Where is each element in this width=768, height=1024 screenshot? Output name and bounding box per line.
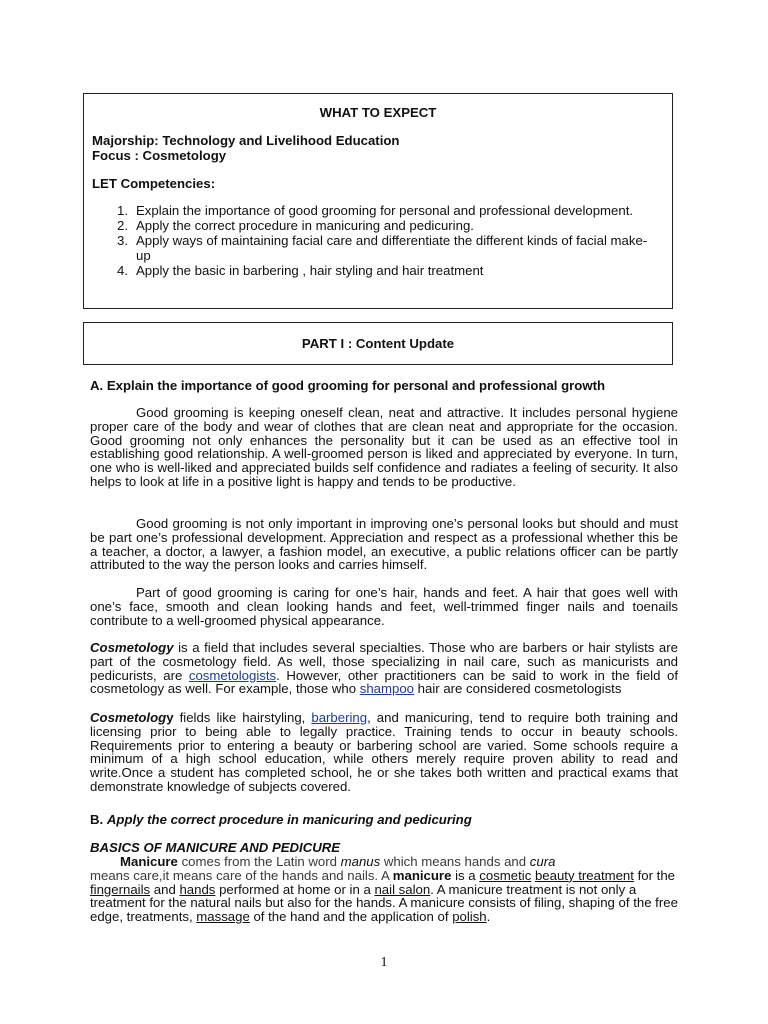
paragraph-manicure (90, 855, 678, 924)
basics-manicure-pedicure-heading: BASICS OF MANICURE AND PEDICURE (90, 840, 341, 855)
term-cosmetology: Cosmetology (90, 640, 174, 655)
term-cosmetology-tail: y (166, 710, 174, 725)
paragraph-text: is a (451, 867, 480, 883)
link-barbering[interactable]: barbering (311, 710, 368, 725)
competency-text: Apply ways of maintaining facial care and differentiate the different kinds of facial make-up (136, 233, 648, 263)
part-one-box (83, 322, 673, 365)
page-number: 1 (380, 955, 388, 970)
paragraph-text: performed at home or in a (215, 881, 375, 897)
competency-text: Apply the correct procedure in manicuring and pedicuring. (136, 218, 474, 233)
link-massage[interactable]: massage (196, 909, 250, 925)
link-fingernails[interactable]: fingernails (90, 881, 151, 897)
majorship-line: Majorship: Technology and Livelihood Education (92, 133, 400, 148)
link-cosmetologists[interactable]: cosmetologists (188, 667, 277, 683)
paragraph-text: . A manicure treatment is not only a treatment for the natural nails but also for the hands. A manicure consists of filing, shaping of the free edge, treatments, (90, 881, 678, 925)
competency-text: Apply the basic in barbering , hair styling and hair treatment (136, 263, 484, 278)
link-shampoo[interactable]: shampoo (359, 681, 414, 697)
link-cosmetic[interactable]: cosmetic (479, 867, 532, 883)
paragraph-professional-development: Good grooming is not only important in improving one’s personal looks but should and must be part one’s professional development. Appreciation and respect as a professional whether this be a teacher, a doctor, a lawyer, a fashion model, an executive, a public relations officer can be partly attributed to the way the person looks and carries himself. (90, 516, 678, 573)
competency-item (92, 218, 652, 233)
section-a-heading: A. Explain the importance of good grooming for personal and professional growth (90, 378, 606, 393)
paragraph-text: for the (633, 867, 675, 883)
competencies-list (92, 203, 652, 278)
section-b-prefix: B. (90, 812, 107, 827)
link-hands[interactable]: hands (179, 881, 216, 897)
competency-number: 3. (117, 233, 128, 248)
paragraph-text: of the hand and the application of (249, 909, 453, 925)
competencies-label: LET Competencies: (92, 176, 216, 191)
paragraph-text: and (150, 881, 180, 897)
competency-item (92, 203, 652, 218)
competency-item (92, 263, 652, 278)
competency-text: Explain the importance of good grooming for personal and professional development. (136, 203, 634, 218)
paragraph-text: means care,it means care of the hands and nails. A (90, 867, 393, 883)
term-cosmetology: Cosmetolog (90, 710, 167, 725)
paragraph-good-grooming: Good grooming is keeping oneself clean, neat and attractive. It includes personal hygiene proper care of the body and wear of clothes that are clean neat and appropriate for the occasion. Good grooming not only enhances the personality but it can be used as an effective tool in establishing good relationship. A well-groomed person is liked and appreciated by everyone. In turn, one who is well-liked and appreciated builds self confidence and radiates a feeling of security. It also helps to look at life in a positive light is happy and tends to be productive. (90, 405, 678, 489)
term-cura: cura (529, 854, 556, 869)
paragraph-hair-hands-feet: Part of good grooming is caring for one’s hair, hands and feet. A hair that goes well with one’s face, smooth and clean looking hands and feet, well-trimmed finger nails and toenails contribute to a well-groomed physical appearance. (90, 585, 678, 628)
competency-number: 4. (117, 263, 128, 278)
paragraph-cosmetology-field (90, 641, 678, 696)
term-manicure-bold: manicure (392, 867, 452, 883)
link-nail-salon[interactable]: nail salon (374, 881, 431, 897)
focus-line: Focus : Cosmetology (92, 148, 227, 163)
paragraph-cosmetology-training (90, 711, 678, 794)
competency-number: 1. (117, 203, 128, 218)
term-manicure: Manicure (120, 854, 178, 869)
competency-item (92, 233, 652, 263)
term-manus: manus (340, 854, 381, 869)
what-to-expect-box (83, 93, 673, 309)
paragraph-text: . However, other practitioners can be said to work in the field of cosmetology as well. For example, those who (90, 667, 678, 697)
paragraph-text: , and manicuring, tend to require both training and licensing prior to being able to legally practice. Training tends to occur in beauty schools. Requirements prior to entering a beauty or barbering school are varied. Some schools require a minimum of a high school education, while others merely require proven ability to read and write.Once a student has completed school, he or she takes both written and practical exams that demonstrate knowledge of subjects covered. (90, 710, 678, 794)
paragraph-text: comes from the Latin word (177, 854, 341, 869)
paragraph-text: is a field that includes several specialties. Those who are barbers or hair stylists are part of the cosmetology field. As well, those specializing in nail care, such as manicurists and pedicurists, are (90, 640, 678, 683)
competency-number: 2. (117, 218, 128, 233)
link-beauty-treatment[interactable]: beauty treatment (534, 867, 634, 883)
paragraph-text: hair are considered cosmetologists (414, 681, 622, 697)
paragraph-text: . (486, 909, 491, 925)
link-polish[interactable]: polish (452, 909, 487, 925)
what-to-expect-title: WHAT TO EXPECT (319, 105, 437, 120)
section-b-title: Apply the correct procedure in manicuring and pedicuring (106, 812, 472, 827)
part-one-title: PART I : Content Update (301, 336, 455, 351)
paragraph-text: fields like hairstyling, (173, 710, 312, 725)
section-b-heading (90, 813, 678, 827)
paragraph-text: which means hands and (380, 854, 530, 869)
